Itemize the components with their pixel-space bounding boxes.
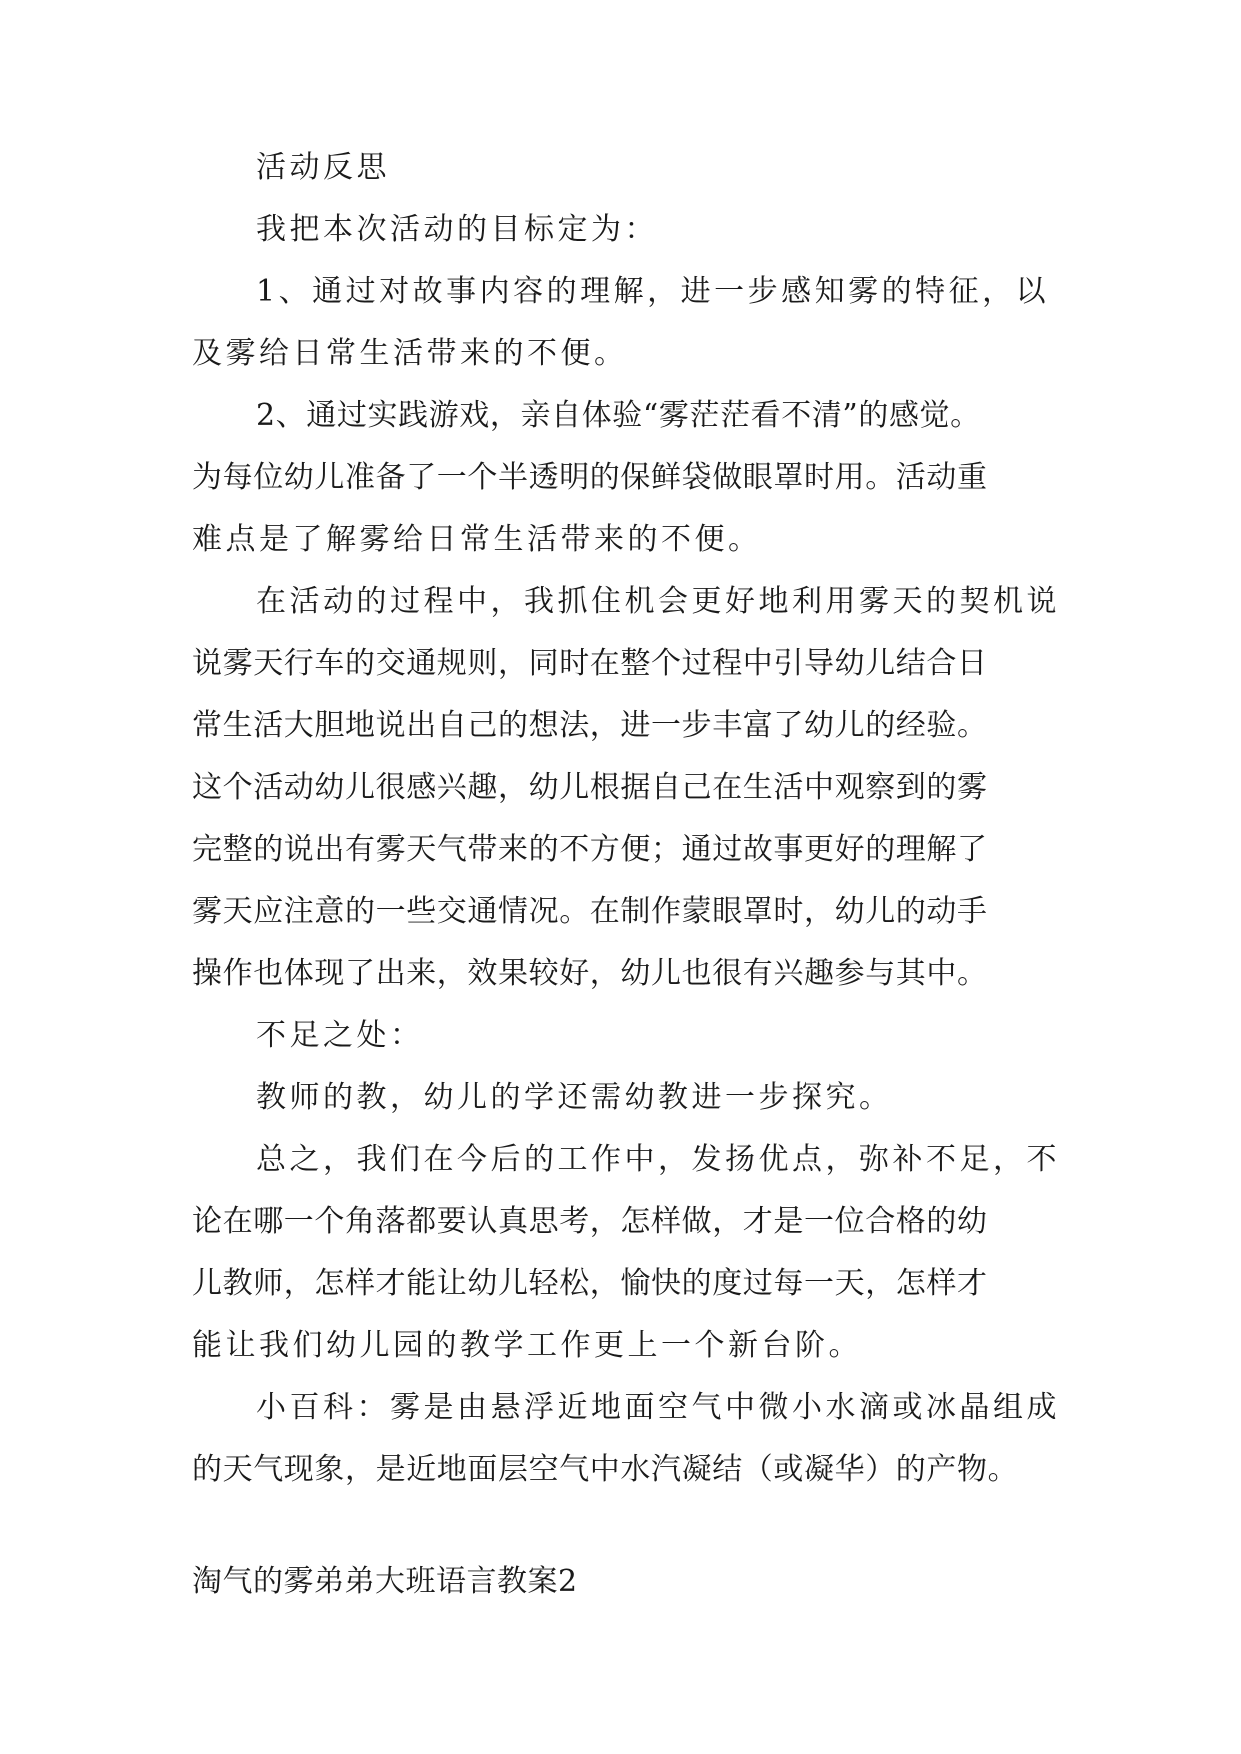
paragraph-line: 小百科：雾是由悬浮近地面空气中微小水滴或冰晶组成: [256, 1390, 1060, 1425]
paragraph-line: 完整的说出有雾天气带来的不方便；通过故事更好的理解了: [192, 832, 988, 867]
paragraph-line: 常生活大胆地说出自己的想法，进一步丰富了幼儿的经验。: [192, 708, 988, 743]
paragraph-line: 儿教师，怎样才能让幼儿轻松，愉快的度过每一天，怎样才: [192, 1266, 988, 1301]
paragraph-line: 操作也体现了出来，效果较好，幼儿也很有兴趣参与其中。: [192, 956, 988, 991]
paragraph-line: 说雾天行车的交通规则，同时在整个过程中引导幼儿结合日: [192, 646, 988, 681]
paragraph-line: 我把本次活动的目标定为：: [256, 212, 658, 247]
paragraph-line: 能让我们幼儿园的教学工作更上一个新台阶。: [192, 1328, 862, 1363]
paragraph-line: 2、通过实践游戏，亲自体验“雾茫茫看不清”的感觉。: [256, 398, 981, 433]
paragraph-line: 及雾给日常生活带来的不便。: [192, 336, 628, 371]
paragraph-line: 不足之处：: [256, 1018, 424, 1053]
paragraph-line: 论在哪一个角落都要认真思考，怎样做，才是一位合格的幼: [192, 1204, 988, 1239]
next-section-title: 淘气的雾弟弟大班语言教案2: [192, 1564, 578, 1599]
paragraph-line: 为每位幼儿准备了一个半透明的保鲜袋做眼罩时用。活动重: [192, 460, 988, 495]
paragraph-line: 1、通过对故事内容的理解，进一步感知雾的特征，以: [256, 274, 1050, 309]
paragraph-line: 雾天应注意的一些交通情况。在制作蒙眼罩时，幼儿的动手: [192, 894, 988, 929]
section-heading: 活动反思: [256, 150, 390, 185]
paragraph-line: 难点是了解雾给日常生活带来的不便。: [192, 522, 762, 557]
paragraph-line: 在活动的过程中，我抓住机会更好地利用雾天的契机说: [256, 584, 1060, 619]
paragraph-line: 这个活动幼儿很感兴趣，幼儿根据自己在生活中观察到的雾: [192, 770, 988, 805]
paragraph-line: 教师的教，幼儿的学还需幼教进一步探究。: [256, 1080, 893, 1115]
paragraph-line: 的天气现象，是近地面层空气中水汽凝结（或凝华）的产物。: [192, 1452, 1019, 1487]
paragraph-line: 总之，我们在今后的工作中，发扬优点，弥补不足，不: [256, 1142, 1060, 1177]
